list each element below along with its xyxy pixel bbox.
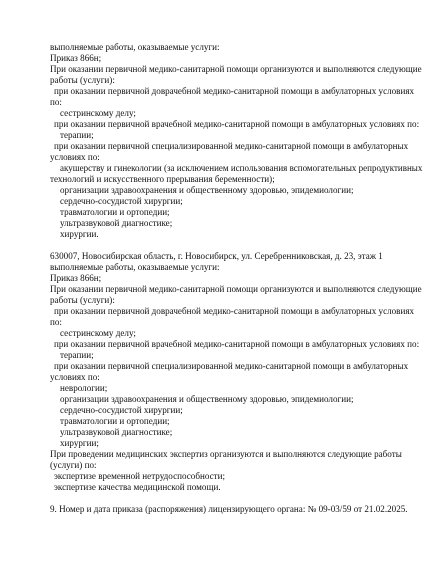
document-line: выполняемые работы, оказываемые услуги: [50,42,220,52]
document-line: сердечно-сосудистой хирургии; [60,405,183,415]
document-line: 630007, Новосибирская область, г. Новосибирск, ул. Серебренниковская, д. 23, этаж 1 [50,251,383,261]
document-line: работы (услуги): [50,75,115,85]
document-line: работы (услуги): [50,295,115,305]
document-line: экспертизе временной нетрудоспособности; [54,471,226,481]
document-line: организации здравоохранения и общественному здоровью, эпидемиологии; [60,394,354,404]
document-line: организации здравоохранения и общественному здоровью, эпидемиологии; [60,185,354,195]
document-line: При оказании первичной медико-санитарной помощи организуются и выполняются следующие [50,64,422,74]
document-line: при оказании первичной врачебной медико-санитарной помощи в амбулаторных условиях по: [54,339,420,349]
document-line: терапии; [60,130,94,140]
document-line: при оказании первичной доврачебной медико-санитарной помощи в амбулаторных условиях [54,86,415,96]
document-line: ультразвуковой диагностике; [60,427,173,437]
document-line: При проведении медицинских экспертиз организуются и выполняются следующие работы [50,449,402,459]
document-line: травматологии и ортопедии; [60,416,170,426]
document-line: технологий и искусственного прерывания беременности); [50,174,275,184]
document-line: сестринскому делу; [60,108,136,118]
document-line: неврологии; [60,383,108,393]
document-line: ультразвуковой диагностике; [60,218,173,228]
document-line: выполняемые работы, оказываемые услуги: [50,262,220,272]
document-line: сестринскому делу; [60,328,136,338]
document-line: сердечно-сосудистой хирургии; [60,196,183,206]
document-line: по: [50,97,62,107]
document-line: (услуги) по: [50,460,97,470]
document-line: при оказании первичной врачебной медико-санитарной помощи в амбулаторных условиях по: [54,119,420,129]
document-line: условиях по: [50,152,100,162]
document-line: Приказ 866н; [50,53,102,63]
document-line: При оказании первичной медико-санитарной помощи организуются и выполняются следующие [50,284,422,294]
document-line: акушерству и гинекологии (за исключением использования вспомогательных репродуктивных [60,163,423,173]
document-line: хирургии. [60,229,99,239]
document-line: по: [50,317,62,327]
document-line: 9. Номер и дата приказа (распоряжения) лицензирующего органа: № 09-03/59 от 21.02.2025. [50,504,408,514]
document-line: при оказании первичной специализированной медико-санитарной помощи в амбулаторных [54,361,409,371]
document-line: Приказ 866н; [50,273,102,283]
document-line: терапии; [60,350,94,360]
document-line: хирургии; [60,438,99,448]
document-line: травматологии и ортопедии; [60,207,170,217]
document-line: условиях по: [50,372,100,382]
document-line: экспертизе качества медицинской помощи. [54,482,221,492]
document-line: при оказании первичной доврачебной медико-санитарной помощи в амбулаторных условиях [54,306,415,316]
document-line: при оказании первичной специализированной медико-санитарной помощи в амбулаторных [54,141,409,151]
